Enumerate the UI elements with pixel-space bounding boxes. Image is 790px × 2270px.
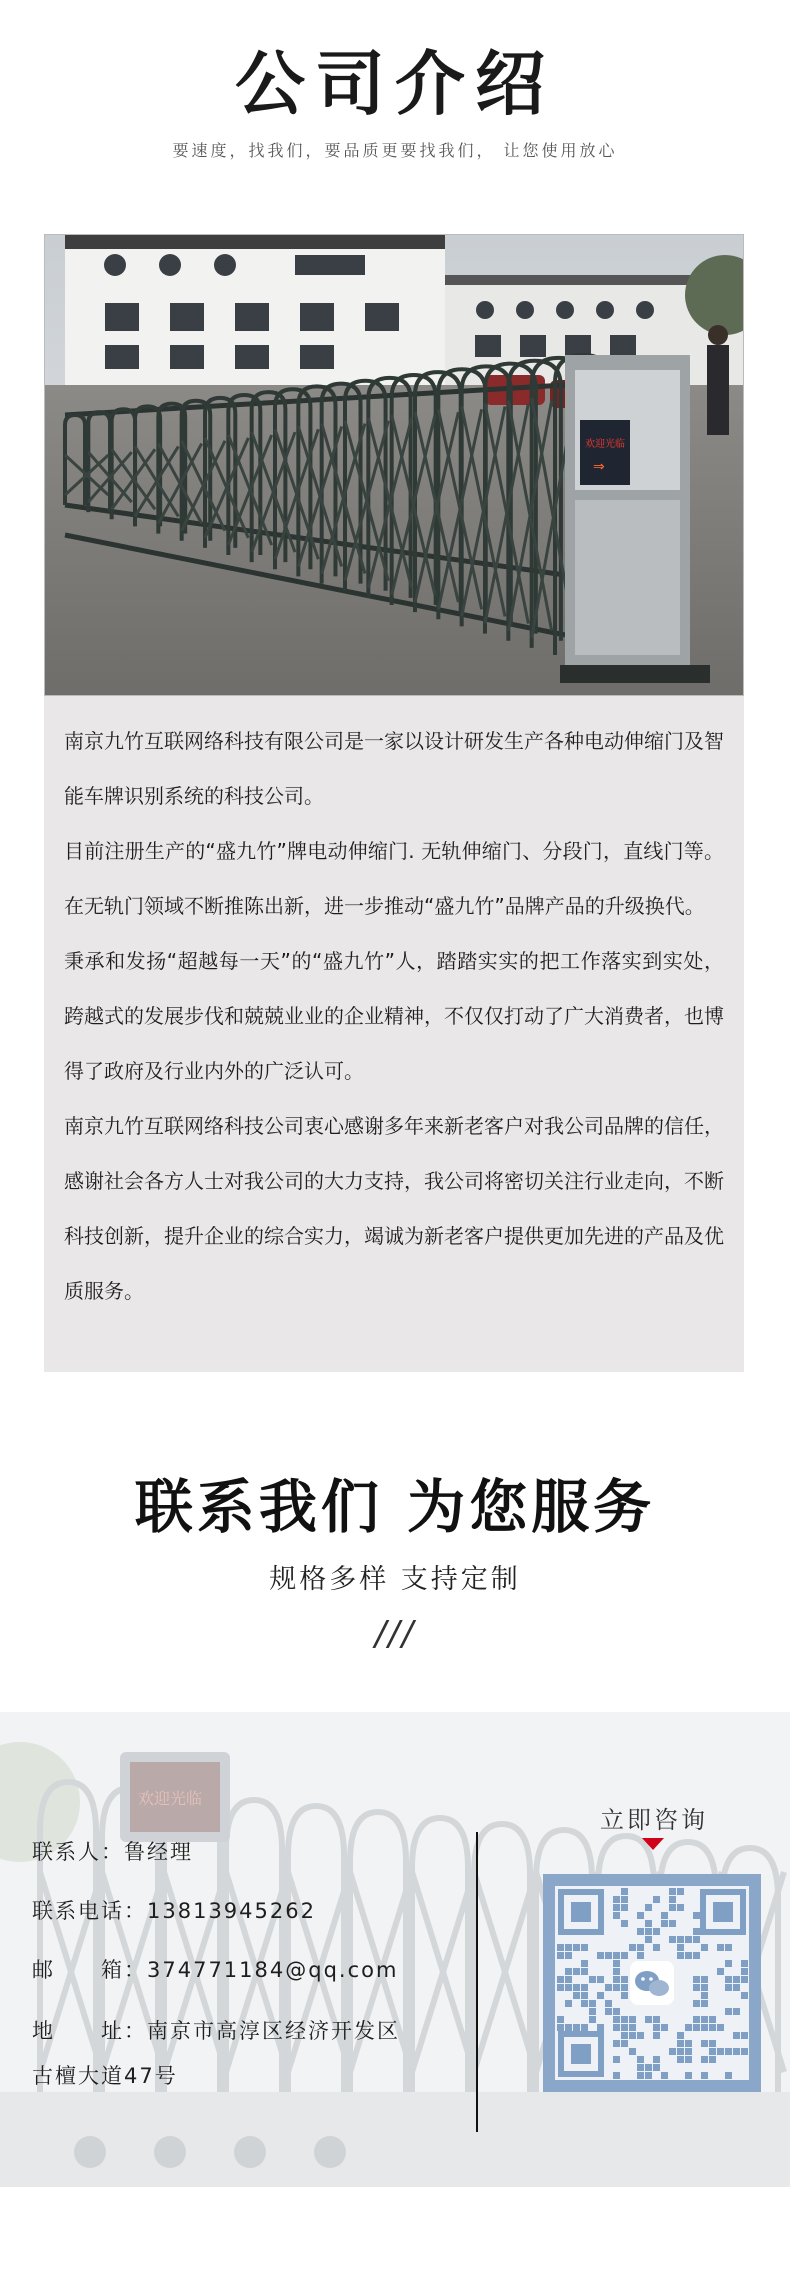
gate-photo (44, 234, 744, 696)
intro-paragraph-1: 南京九竹互联网络科技有限公司是一家以设计研发生产各种电动伸缩门及智能车牌识别系统的科技公司。 (64, 729, 724, 808)
intro-title: 公司介绍 (235, 43, 555, 125)
contact-title: 联系我们 为您服务 (134, 1473, 656, 1541)
contact-address-line1: 地 址：南京市高淳区经济开发区 (32, 2019, 400, 2043)
wechat-icon (630, 1961, 674, 2005)
contact-panel (0, 1712, 790, 2187)
contact-address-line2: 古檀大道47号 (32, 2064, 178, 2088)
contact-email: 邮 箱：374771184@qq.com (32, 1958, 399, 1982)
contact-person: 联系人：鲁经理 (32, 1840, 193, 1864)
intro-text-box (44, 696, 744, 1372)
vertical-divider (476, 1832, 478, 2132)
red-down-arrow-icon (642, 1838, 664, 1850)
intro-paragraph-3: 秉承和发扬“超越每一天”的“盛九竹”人，踏踏实实的把工作落实到实处，跨越式的发展步伐和兢兢业业的企业精神，不仅仅打动了广大消费者，也博得了政府及行业内外的广泛认可。 (64, 949, 724, 1083)
intro-paragraph-2: 目前注册生产的“盛九竹”牌电动伸缩门. 无轨伸缩门、分段门，直线门等。在无轨门领域不断推陈出新，进一步推动“盛九竹”品牌产品的升级换代。 (64, 839, 724, 918)
qr-code-pattern (555, 1886, 749, 2080)
qr-code-frame[interactable] (543, 1874, 761, 2092)
bg-display-welcome-text: 欢迎光临 (138, 1789, 203, 1808)
gate-photo-illustration (45, 235, 744, 696)
intro-subtitle: 要速度，找我们，要品质更要找我们， 让您使用放心 (172, 141, 618, 160)
decorative-slashes: /// (374, 1614, 416, 1654)
qr-code-icon[interactable] (555, 1886, 749, 2080)
intro-paragraph-4: 南京九竹互联网络科技公司衷心感谢多年来新老客户对我公司品牌的信任，感谢社会各方人士对我公司的大力支持，我公司将密切关注行业走向，不断科技创新，提升企业的综合实力，竭诚为新老客户提供更加先进的产品及优质服务。 (64, 1114, 724, 1303)
contact-phone: 联系电话：13813945262 (32, 1899, 316, 1923)
contact-subtitle: 规格多样 支持定制 (269, 1564, 521, 1595)
svg-text:⇒: ⇒ (593, 459, 605, 475)
consult-label: 立即咨询 (600, 1806, 708, 1834)
display-welcome-text: 欢迎光临 (585, 439, 625, 450)
